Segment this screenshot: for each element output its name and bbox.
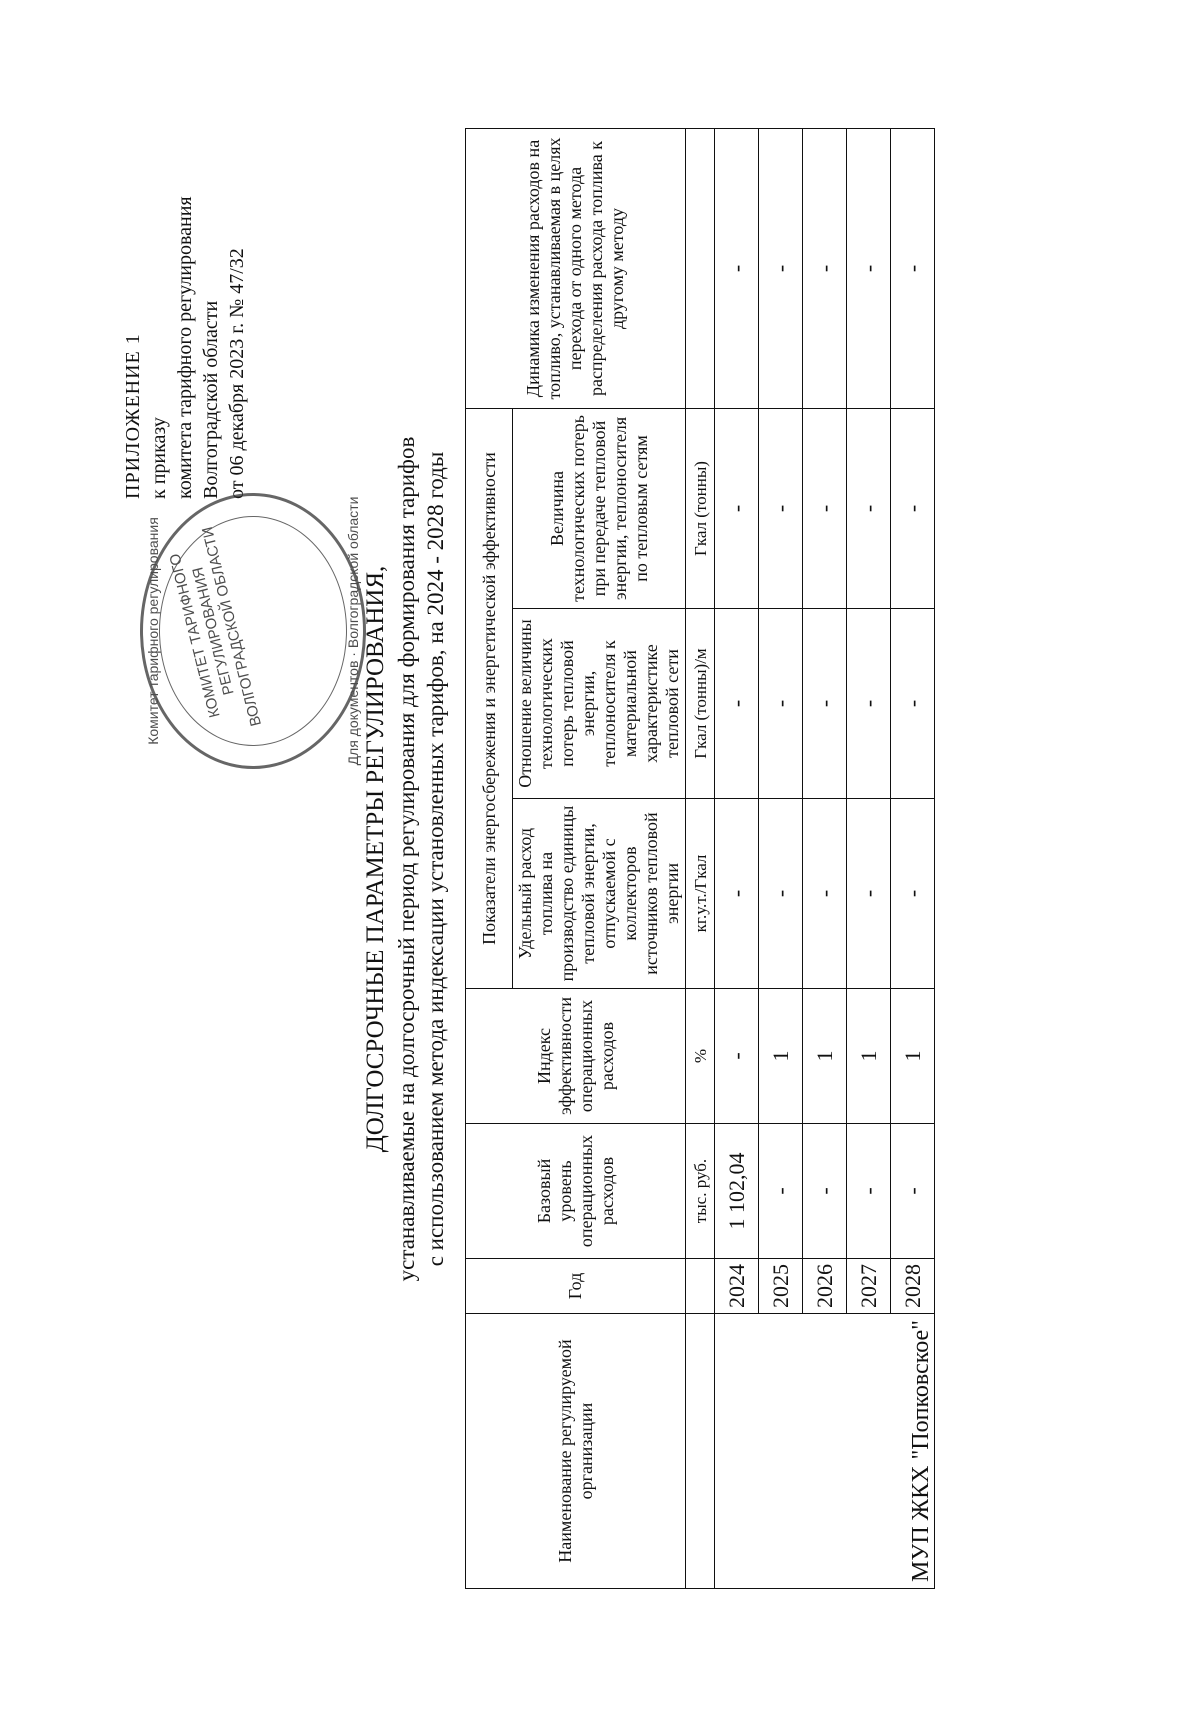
- cell-ratio: -: [891, 609, 935, 799]
- cell-dynamics: -: [715, 129, 759, 409]
- seal-ring-text: Для документов · Волгоградской области: [345, 496, 361, 766]
- table-header-row: [466, 129, 513, 1589]
- cell-fuel: -: [715, 799, 759, 989]
- cell-index: 1: [847, 989, 891, 1124]
- cell-dynamics: -: [891, 129, 935, 409]
- table-units-row: [686, 129, 715, 1589]
- organization-name: МУП ЖКХ "Попковское": [715, 1314, 935, 1589]
- cell-fuel: -: [891, 799, 935, 989]
- appendix-block: [120, 119, 250, 499]
- table-row: [715, 129, 759, 1589]
- cell-ratio: -: [803, 609, 847, 799]
- cell-dynamics: -: [803, 129, 847, 409]
- cell-fuel: -: [847, 799, 891, 989]
- unit-base: тыс. руб.: [686, 1124, 715, 1259]
- appendix-line: к приказу: [148, 417, 170, 499]
- cell-base: -: [891, 1124, 935, 1259]
- cell-base: 1 102,04: [715, 1124, 759, 1259]
- cell-index: 1: [803, 989, 847, 1124]
- parameters-table: [465, 128, 935, 1589]
- cell-losses: -: [715, 409, 759, 609]
- unit-cell: [686, 129, 715, 409]
- seal-ring-bottom: Волгоградской области: [345, 496, 361, 649]
- document-title: ДОЛГОСРОЧНЫЕ ПАРАМЕТРЫ РЕГУЛИРОВАНИЯ,: [362, 565, 389, 1153]
- appendix-date: от 06 декабря 2023 г. № 47/32: [226, 248, 248, 499]
- cell-losses: -: [759, 409, 803, 609]
- cell-year: 2024: [715, 1259, 759, 1314]
- seal-center-text: КОМИТЕТ ТАРИФНОГО РЕГУЛИРОВАНИЯ ВОЛГОГРАДСКОЙ ОБЛАСТИ: [166, 524, 265, 728]
- header-base: Базовый уровень операционных расходов: [466, 1124, 686, 1259]
- unit-cell: [686, 1314, 715, 1589]
- cell-year: 2027: [847, 1259, 891, 1314]
- seal-note: Для документов: [345, 660, 361, 766]
- unit-losses: Гкал (тонны): [686, 409, 715, 609]
- document-heading: [360, 89, 450, 1629]
- appendix-line: комитета тарифного регулирования: [174, 196, 196, 499]
- cell-base: -: [847, 1124, 891, 1259]
- header-fuel: Удельный расход топлива на производство единицы тепловой энергии, отпускаемой с коллекторов источников тепловой энергии: [513, 799, 686, 989]
- header-org: Наименование регулируемой организации: [466, 1314, 686, 1589]
- unit-index: %: [686, 989, 715, 1124]
- document-subtitle: с использованием метода индексации установленных тарифов, на 2024 - 2028 годы: [423, 451, 448, 1267]
- cell-losses: -: [847, 409, 891, 609]
- cell-year: 2028: [891, 1259, 935, 1314]
- official-seal: [140, 493, 366, 769]
- cell-ratio: -: [759, 609, 803, 799]
- cell-losses: -: [891, 409, 935, 609]
- cell-base: -: [803, 1124, 847, 1259]
- cell-year: 2025: [759, 1259, 803, 1314]
- cell-index: -: [715, 989, 759, 1124]
- seal-ring-text: Комитет тарифного регулирования: [145, 517, 161, 745]
- appendix-line: Волгоградской области: [200, 300, 222, 499]
- cell-losses: -: [803, 409, 847, 609]
- header-ratio: Отношение величины технологических потерь тепловой энергии, теплоносителя к материальной характеристике тепловой сети: [513, 609, 686, 799]
- cell-ratio: -: [847, 609, 891, 799]
- cell-ratio: -: [715, 609, 759, 799]
- document-page: [90, 89, 1110, 1629]
- cell-year: 2026: [803, 1259, 847, 1314]
- header-dynamics: Динамика изменения расходов на топливо, устанавливаемая в целях перехода от одного метода распределения расхода топлива к другому методу: [466, 129, 686, 409]
- header-losses: Величина технологических потерь при передаче тепловой энергии, теплоносителя по тепловым сетям: [513, 409, 686, 609]
- cell-dynamics: -: [759, 129, 803, 409]
- cell-fuel: -: [803, 799, 847, 989]
- cell-fuel: -: [759, 799, 803, 989]
- document-subtitle: устанавливаемые на долгосрочный период регулирования для формирования тарифов: [394, 436, 419, 1282]
- cell-index: 1: [891, 989, 935, 1124]
- unit-cell: [686, 1259, 715, 1314]
- appendix-title: ПРИЛОЖЕНИЕ 1: [122, 333, 144, 499]
- header-energy-group: Показатели энергосбережения и энергетической эффективности: [466, 409, 513, 989]
- header-index: Индекс эффективности операционных расходов: [466, 989, 686, 1124]
- cell-dynamics: -: [847, 129, 891, 409]
- unit-ratio: Гкал (тонны)/м: [686, 609, 715, 799]
- header-year: Год: [466, 1259, 686, 1314]
- cell-index: 1: [759, 989, 803, 1124]
- cell-base: -: [759, 1124, 803, 1259]
- unit-fuel: кг.у.т./Гкал: [686, 799, 715, 989]
